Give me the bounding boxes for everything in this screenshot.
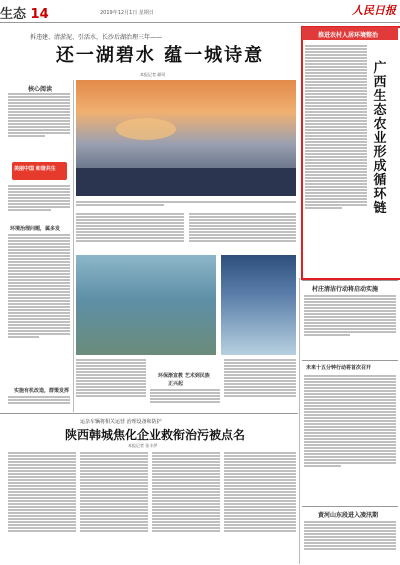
newspaper-logo: 人民日报	[352, 4, 396, 17]
brief-divider-1	[302, 280, 398, 281]
top-headline: 还一湖碧水 蕴一城诗意	[55, 45, 265, 66]
lower-text-3	[224, 358, 296, 412]
bottom-byline: 本报记者 张丰伊	[128, 443, 158, 448]
bottom-text-4	[224, 451, 296, 563]
section-label	[0, 3, 49, 22]
river-cleanup-photo	[76, 255, 216, 355]
brief-text-1	[304, 294, 396, 356]
column-divider	[73, 80, 74, 412]
lake-sunset-photo	[76, 80, 296, 196]
brief-divider-3	[302, 506, 398, 507]
left-text-block-1	[8, 92, 70, 158]
issue-date: 2019年12月1日 星期日	[100, 10, 154, 16]
masthead	[0, 0, 400, 23]
brief-title-2: 未来十五分钟行动将首次召开	[306, 365, 372, 371]
page-number: 14	[30, 7, 49, 22]
featured-column-header-text: 推进农村人居环境整治	[318, 32, 379, 39]
bottom-text-1	[8, 451, 76, 563]
city-lake-photo	[221, 255, 296, 355]
bottom-headline: 陕西韩城焦化企业救衔治污被点名	[64, 428, 245, 442]
brief-text-2	[304, 374, 396, 504]
bottom-story-divider	[0, 413, 298, 414]
badge-label: 美丽中国 和谐共生	[14, 166, 56, 172]
brief-text-3	[304, 520, 396, 564]
bottom-text-2	[80, 451, 148, 563]
top-byline: 本报记者 颜珂	[140, 72, 166, 77]
mid-text-right	[189, 212, 296, 252]
brief-title-3: 黄河山东段进入凌汛期	[318, 512, 379, 519]
sub-heading-3: 实施有机改造，群策发挥	[14, 388, 70, 394]
mid-sub-heading-2: 正兴起	[168, 381, 184, 387]
left-text-block-4	[8, 395, 70, 411]
mid-text-left	[76, 212, 184, 252]
sub-heading-core: 核心阅读	[28, 86, 53, 93]
mid-sub-heading: 环保渐宣教 艺术到民族	[158, 373, 210, 379]
lower-text-1	[76, 358, 146, 412]
brief-title-1: 村庄清洁行动将启动实施	[312, 286, 379, 293]
bottom-kicker: 运杂车辆将相关运营 治理设备和防护	[80, 419, 162, 425]
section-name: 生态	[0, 7, 27, 22]
right-column-divider	[299, 278, 300, 564]
featured-column-text	[305, 44, 367, 272]
featured-column-title: 广西生态农业形成循环链	[373, 61, 387, 216]
brief-divider-2	[302, 360, 398, 361]
lower-text-2	[150, 388, 220, 412]
top-kicker: 拆违建、清淤泥、引活水，长沙后湖治理三年——	[30, 34, 163, 41]
sub-heading-2: 环境治理问题，属多发	[10, 226, 61, 232]
left-text-block-3	[8, 233, 70, 383]
bottom-text-3	[152, 451, 220, 563]
left-text-block-2	[8, 184, 70, 222]
photo-caption-text	[76, 200, 296, 208]
